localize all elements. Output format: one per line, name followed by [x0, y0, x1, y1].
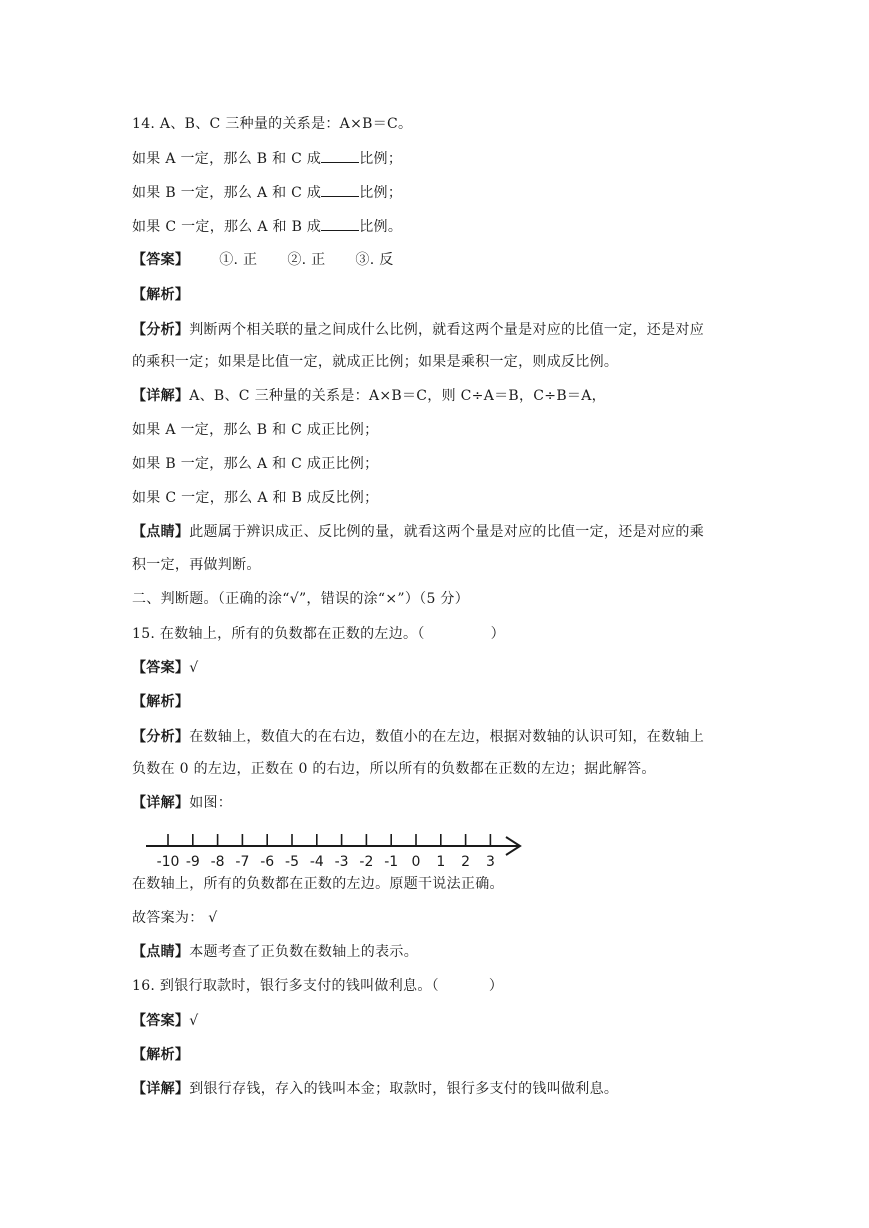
q15-xiangjie-1: 【详解】如图： [132, 795, 233, 811]
q14-stem: 14. A、B、C 三种量的关系是：A×B＝C。 [132, 116, 413, 132]
number-line-tick-label: 3 [485, 854, 495, 870]
q14-xiangjie-4: 如果 C 一定，那么 A 和 B 成反比例； [132, 490, 379, 506]
q14-line-3: 如果 C 一定，那么 A 和 B 成 比例。 [132, 216, 809, 237]
number-line-tick-label: -2 [359, 854, 374, 870]
q15-fenxi-1: 【分析】在数轴上，数值大的在右边，数值小的在左边，根据对数轴的认识可知，在数轴上 [132, 729, 705, 745]
q16-answer: 【答案】√ [132, 1013, 199, 1029]
q16-analysis-tag: 【解析】 [132, 1047, 190, 1063]
answer-blank [321, 216, 359, 231]
number-line [146, 834, 520, 870]
number-line-tick-label: 0 [411, 854, 421, 870]
q15-after-2: 故答案为： √ [132, 910, 218, 926]
answer-blank [321, 182, 359, 197]
q15-stem: 15. 在数轴上，所有的负数都在正数的左边。（ ） [132, 626, 505, 642]
q14-xiangjie-2: 如果 A 一定，那么 B 和 C 成正比例； [132, 422, 379, 438]
q14-answer: 【答案】 ①. 正 ②. 正 ③. 反 [132, 252, 394, 268]
number-line-tick-label: -6 [260, 854, 275, 870]
q14-fenxi-2: 的乘积一定；如果是比值一定，就成正比例；如果是乘积一定，则成反比例。 [132, 354, 619, 370]
q15-analysis-tag: 【解析】 [132, 694, 190, 710]
q16-xiangjie-1: 【详解】到银行存钱，存入的钱叫本金；取款时，银行多支付的钱叫做利息。 [132, 1081, 619, 1097]
number-line-figure [140, 828, 530, 872]
q14-line-1: 如果 A 一定，那么 B 和 C 成 比例； [132, 148, 809, 169]
q16-stem: 16. 到银行取款时，银行多支付的钱叫做利息。（ ） [132, 978, 504, 994]
number-line-tick-label: -4 [309, 854, 324, 870]
q14-analysis-tag: 【解析】 [132, 287, 190, 303]
number-line-tick-label: -10 [156, 854, 180, 870]
q15-dianjing-1: 【点睛】本题考查了正负数在数轴上的表示。 [132, 944, 419, 960]
number-line-tick-label: 1 [436, 854, 446, 870]
number-line-tick-label: -1 [384, 854, 399, 870]
number-line-tick-label: 2 [461, 854, 471, 870]
number-line-tick-label: -5 [285, 854, 299, 870]
number-line-tick-label: -8 [210, 854, 225, 870]
answer-blank [321, 148, 359, 163]
q14-line-2: 如果 B 一定，那么 A 和 C 成 比例； [132, 182, 809, 203]
q15-after-1: 在数轴上，所有的负数都在正数的左边。原题干说法正确。 [132, 876, 504, 892]
q14-dianjing-1: 【点睛】此题属于辨识成正、反比例的量，就看这两个量是对应的比值一定，还是对应的乘 [132, 524, 705, 540]
q14-fenxi-1: 【分析】判断两个相关联的量之间成什么比例，就看这两个量是对应的比值一定，还是对应 [132, 322, 705, 338]
number-line-tick-label: -7 [235, 854, 250, 870]
section-2-title: 二、判断题。（正确的涂“√”，错误的涂“×”）（5 分） [132, 591, 470, 607]
q14-dianjing-2: 积一定，再做判断。 [132, 557, 261, 573]
q14-xiangjie-3: 如果 B 一定，那么 A 和 C 成正比例； [132, 456, 379, 472]
number-line-tick-label: -3 [334, 854, 349, 870]
q15-answer: 【答案】√ [132, 660, 199, 676]
q15-fenxi-2: 负数在 0 的左边，正数在 0 的右边，所以所有的负数都在正数的左边；据此解答。 [132, 761, 656, 777]
number-line-tick-label: -9 [185, 854, 200, 870]
q14-xiangjie-1: 【详解】A、B、C 三种量的关系是：A×B＝C，则 C÷A＝B，C÷B＝A， [132, 388, 606, 404]
